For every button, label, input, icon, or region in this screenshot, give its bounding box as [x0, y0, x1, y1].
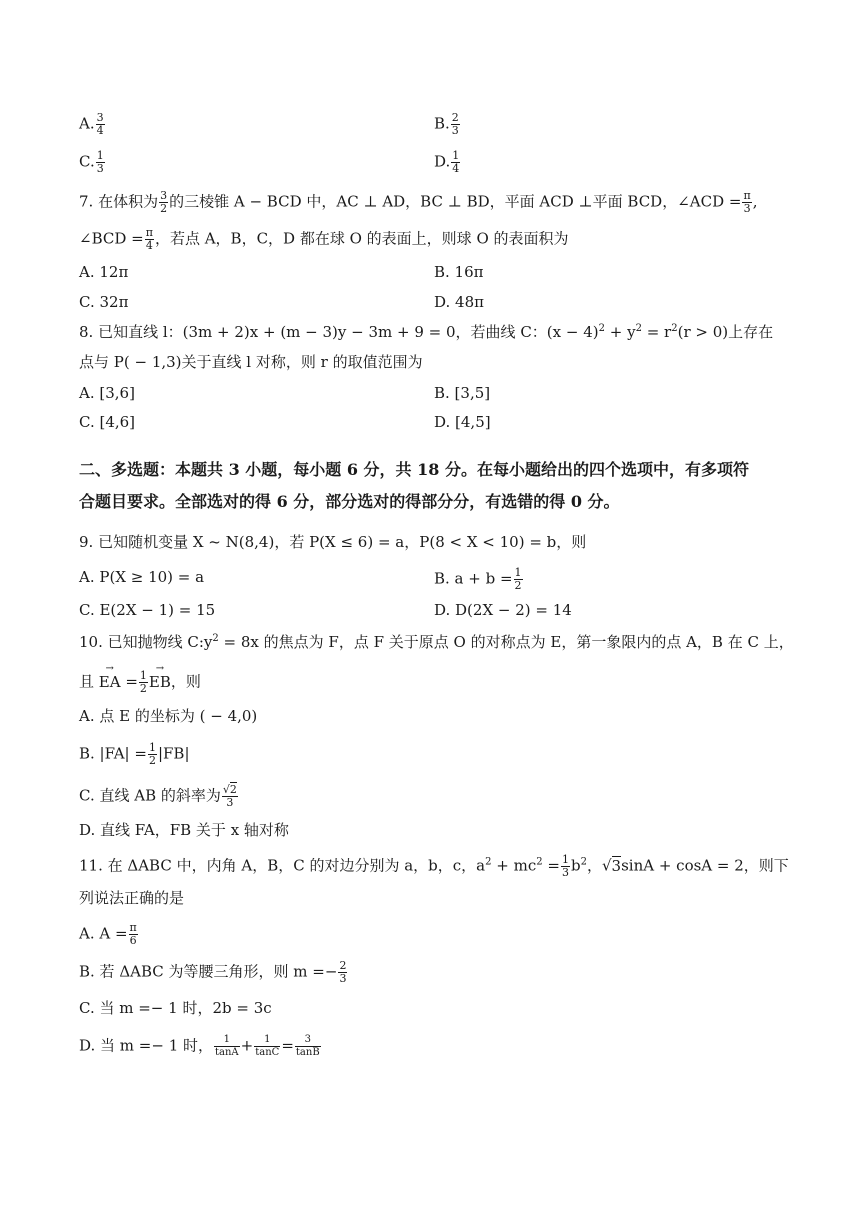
- q6-option-d: D. $\frac{1}{4}$: [434, 149, 460, 175]
- q9-option-d: D. D(2X − 2) = 14: [434, 601, 572, 619]
- q9-option-c: C. E(2X − 1) = 15: [79, 601, 216, 619]
- q11-stem-line1: 11. 在 ΔABC 中，内角 A，B，C 的对边分别为 a，b，c，$a^2 + mc^2$ = $\frac{1}{3}$ $b^2$，√3sinA + cosA = 2，则下: [79, 853, 789, 879]
- q7-stem-line1: 7. 在体积为 $\frac{3}{2}$ 的三棱锥 A − BCD 中，AC ⊥ AD，BC ⊥ BD，平面 ACD ⊥平面 BCD，∠ACD = $\frac{\pi}{3}$ ,: [79, 189, 758, 215]
- section-heading-line2: 合题目要求。全部选对的得 6 分，部分选对的得部分分，有选错的得 0 分。: [79, 492, 620, 511]
- q6-option-a: A. $\frac{3}{4}$: [79, 111, 104, 137]
- q7-option-d: D. 48π: [434, 293, 484, 311]
- vector-eb: → EB: [149, 672, 171, 692]
- q8-option-c: C. [4,6]: [79, 413, 136, 431]
- fraction: $\frac{\pi}{3}$: [743, 189, 751, 215]
- q11-option-a: A. A = $\frac{\pi}{6}$: [79, 921, 137, 947]
- fraction: $\frac{1}{3}$: [96, 149, 104, 175]
- q7-option-b: B. 16π: [434, 263, 484, 281]
- q10-option-d: D. 直线 FA，FB 关于 x 轴对称: [79, 821, 289, 839]
- q10-stem-line2: 且 → EA = $\frac{1}{2}$ → EB，则: [79, 670, 201, 695]
- q7-stem-line2: ∠BCD = $\frac{\pi}{4}$ ，若点 A，B，C，D 都在球 O 的表面上，则球 O 的表面积为: [79, 226, 569, 252]
- q7-option-c: C. 32π: [79, 293, 129, 311]
- q8-option-a: A. [3,6]: [79, 384, 135, 402]
- q9-stem: 9. 已知随机变量 X ~ N(8,4)，若 P(X ≤ 6) = a，P(8 < X < 10) = b，则: [79, 533, 587, 551]
- vector-ea: → EA: [99, 672, 121, 692]
- q8-option-b: B. [3,5]: [434, 384, 491, 402]
- fraction: $\frac{1}{4}$: [452, 149, 460, 175]
- fraction: $\frac{1}{2}$: [514, 566, 522, 592]
- fraction: $\frac{3}{\tan B}$: [295, 1034, 320, 1058]
- fraction: $\frac{1}{3}$: [561, 853, 569, 879]
- q6-option-b: B. $\frac{2}{3}$: [434, 111, 459, 137]
- q11-option-c: C. 当 m =− 1 时，2b = 3c: [79, 999, 272, 1017]
- section-heading-line1: 二、多选题：本题共 3 小题，每小题 6 分，共 18 分。在每小题给出的四个选项中，有多项符: [79, 460, 749, 479]
- q8-stem-line1: 8. 已知直线 l：(3m + 2)x + (m − 3)y − 3m + 9 = 0，若曲线 C：$(x - 4)^2 + y^2 = r^2(r > 0)$上存在: [79, 323, 774, 341]
- fraction: $\frac{1}{2}$: [148, 741, 156, 767]
- q9-option-a: A. P(X ≥ 10) = a: [79, 568, 205, 586]
- q10-option-a: A. 点 E 的坐标为 ( − 4,0): [79, 707, 258, 725]
- q11-stem-line2: 列说法正确的是: [79, 889, 185, 907]
- q11-option-b: B. 若 ΔABC 为等腰三角形，则 m =− $\frac{2}{3}$: [79, 959, 347, 985]
- q6-option-c: C. $\frac{1}{3}$: [79, 149, 104, 175]
- q10-option-c: C. 直线 AB 的斜率为 $\frac{√2}{3}$: [79, 783, 237, 809]
- q10-stem-line1: 10. 已知抛物线 $C:y^2 = 8x$ 的焦点为 F，点 F 关于原点 O 的对称点为 E，第一象限内的点 A，B 在 C 上，: [79, 633, 794, 651]
- fraction: $\frac{1}{\tan A}$: [215, 1034, 239, 1058]
- fraction: $\frac{1}{\tan C}$: [255, 1034, 280, 1058]
- q10-option-b: B. |FA| = $\frac{1}{2}$ |FB|: [79, 741, 190, 767]
- q7-option-a: A. 12π: [79, 263, 129, 281]
- fraction: $\frac{3}{4}$: [96, 111, 104, 137]
- fraction: $\frac{2}{3}$: [339, 959, 347, 985]
- fraction: $\frac{3}{2}$: [160, 189, 168, 215]
- q9-option-b: B. a + b = $\frac{1}{2}$: [434, 566, 522, 592]
- q11-option-d: D. 当 m =− 1 时， $\frac{1}{\tan A}$ + $\frac{1}{\tan C}$ = $\frac{3}{\tan B}$: [79, 1034, 320, 1058]
- fraction: $\frac{1}{2}$: [139, 669, 147, 695]
- q8-option-d: D. [4,5]: [434, 413, 491, 431]
- fraction: $\frac{2}{3}$: [451, 111, 459, 137]
- q8-stem-line2: 点与 P( − 1,3)关于直线 l 对称，则 r 的取值范围为: [79, 353, 423, 371]
- fraction: $\frac{√2}{3}$: [222, 783, 237, 809]
- fraction: $\frac{\pi}{4}$: [145, 226, 153, 252]
- fraction: $\frac{\pi}{6}$: [129, 921, 137, 947]
